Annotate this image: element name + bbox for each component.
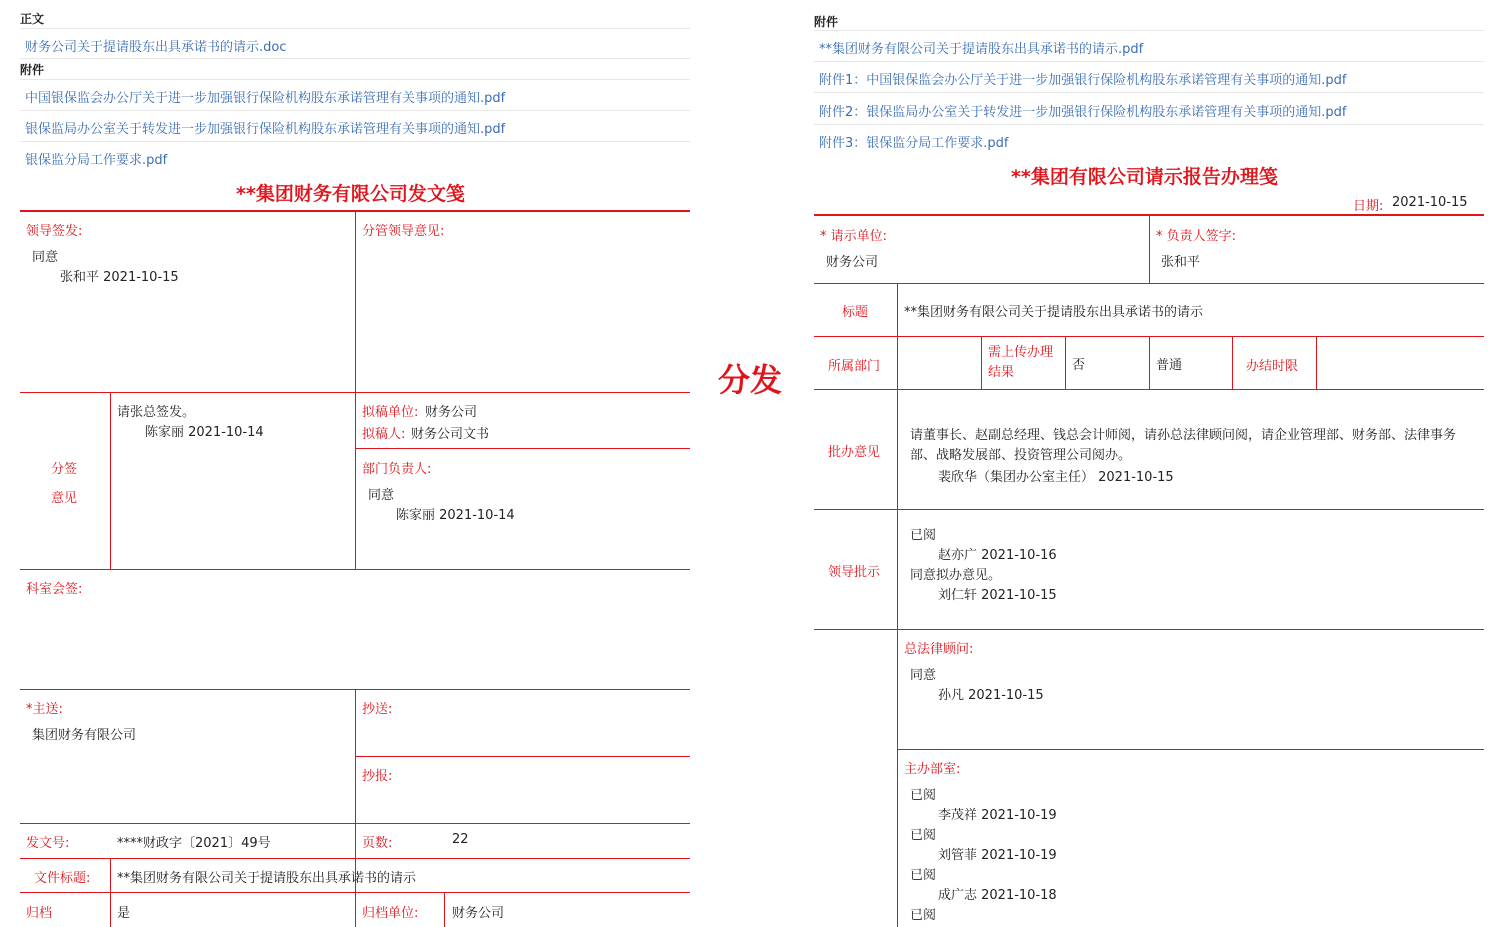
pages-value: 22 xyxy=(452,832,469,847)
table-border xyxy=(444,892,445,927)
upload-result-label: 需上传办理结果 xyxy=(988,345,1054,380)
table-border xyxy=(355,448,690,449)
host-entry-text: 已阅 xyxy=(910,828,937,843)
report-label: 抄报: xyxy=(362,769,393,784)
body-file-link[interactable]: 财务公司关于提请股东出具承诺书的请示.doc xyxy=(25,40,287,55)
date-label: 日期: xyxy=(1353,199,1384,214)
leader-sign-by: 张和平 2021-10-15 xyxy=(60,270,179,285)
cosign-label: 意见 xyxy=(51,491,78,506)
table-border xyxy=(1065,336,1066,389)
divider xyxy=(20,79,690,80)
cosign-by: 陈家丽 2021-10-14 xyxy=(145,425,264,440)
legal-by: 孙凡 2021-10-15 xyxy=(938,688,1044,703)
table-border xyxy=(355,211,356,569)
subject-value: **集团财务有限公司关于提请股东出具承诺书的请示 xyxy=(904,305,1204,320)
dept-label: 所属部门 xyxy=(828,359,881,374)
table-border xyxy=(20,858,690,859)
table-border xyxy=(110,392,111,569)
leader-sign-text: 同意 xyxy=(32,250,59,265)
main-send-value: 集团财务有限公司 xyxy=(32,728,137,743)
leader-text: 已阅 xyxy=(910,528,937,543)
subject-label: 标题 xyxy=(842,305,869,320)
leader-sign-label: 领导签发: xyxy=(26,224,83,239)
dept-head-by: 陈家丽 2021-10-14 xyxy=(396,508,515,523)
table-border xyxy=(20,392,690,393)
attachment-link[interactable]: 银保监局办公室关于转发进一步加强银行保险机构股东承诺管理有关事项的通知.pdf xyxy=(25,122,506,137)
archive-unit: 财务公司 xyxy=(452,906,505,921)
table-border xyxy=(1149,215,1150,283)
table-border xyxy=(814,283,1484,284)
table-border xyxy=(20,823,690,824)
table-border xyxy=(897,749,1484,750)
host-dept-label: 主办部室: xyxy=(904,762,961,777)
host-entry-by: 刘管菲 2021-10-19 xyxy=(938,848,1057,863)
divider xyxy=(814,124,1484,125)
file-title-label: 文件标题: xyxy=(34,871,91,886)
upload-result-value: 否 xyxy=(1072,358,1086,373)
divider xyxy=(20,141,690,142)
table-border xyxy=(814,509,1484,510)
divider xyxy=(814,61,1484,62)
table-border xyxy=(1149,336,1150,389)
priority-value: 普通 xyxy=(1156,358,1183,373)
attach-section-title: 附件 xyxy=(20,63,45,77)
approval-label: 批办意见 xyxy=(828,445,881,460)
table-border xyxy=(20,569,690,570)
attach-section-title: 附件 xyxy=(814,15,839,29)
legal-label: 总法律顾问: xyxy=(904,642,974,657)
cosign-label: 分签 xyxy=(51,462,78,477)
drafter: 财务公司文书 xyxy=(411,427,490,442)
file-title: **集团财务有限公司关于提请股东出具承诺书的请示 xyxy=(117,871,417,886)
archive-value: 是 xyxy=(117,906,131,921)
attachment-link[interactable]: 中国银保监会办公厅关于进一步加强银行保险机构股东承诺管理有关事项的通知.pdf xyxy=(25,91,506,106)
table-border xyxy=(897,283,898,927)
host-entry-by: 成广志 2021-10-18 xyxy=(938,888,1057,903)
archive-label: 归档 xyxy=(26,906,53,921)
approval-text: 请董事长、赵副总经理、钱总会计师阅，请孙总法律顾问阅，请企业管理部、财务部、法律事务部、战略发展部、投资管理公司阅办。 xyxy=(910,428,1457,463)
table-border xyxy=(1316,336,1317,389)
table-border xyxy=(355,756,690,757)
office-sign-label: 科室会签: xyxy=(26,582,83,597)
request-unit-label: * 请示单位: xyxy=(820,229,888,244)
request-unit: 财务公司 xyxy=(826,255,879,270)
draft-unit-label: 拟稿单位: xyxy=(362,405,419,420)
leader-by: 刘仁轩 2021-10-15 xyxy=(938,588,1057,603)
leader-by: 赵亦广 2021-10-16 xyxy=(938,548,1057,563)
table-border xyxy=(814,389,1484,390)
doc-no-label: 发文号: xyxy=(26,836,70,851)
responsible: 张和平 xyxy=(1161,255,1201,270)
attachment-link[interactable]: **集团财务有限公司关于提请股东出具承诺书的请示.pdf xyxy=(819,42,1144,57)
table-border xyxy=(1232,336,1233,389)
distribute-label: 分发 xyxy=(718,361,783,399)
attachment-link[interactable]: 银保监分局工作要求.pdf xyxy=(25,153,168,168)
cosign-text: 请张总签发。 xyxy=(117,405,196,420)
responsible-label: * 负责人签字: xyxy=(1156,229,1237,244)
dept-head-label: 部门负责人: xyxy=(362,462,432,477)
attachment-link[interactable]: 附件1：中国银保监会办公厅关于进一步加强银行保险机构股东承诺管理有关事项的通知.pdf xyxy=(819,73,1347,88)
drafter-label: 拟稿人: xyxy=(362,427,406,442)
table-border xyxy=(814,629,1484,630)
main-send-label: *主送: xyxy=(26,702,63,717)
form-title: **集团有限公司请示报告办理笺 xyxy=(1011,166,1278,188)
divider xyxy=(814,30,1484,31)
approval-by: 裴欣华（集团办公室主任） 2021-10-15 xyxy=(938,470,1174,485)
host-entry-text: 已阅 xyxy=(910,868,937,883)
doc-no: ****财政字〔2021〕49号 xyxy=(117,836,271,851)
divider xyxy=(814,92,1484,93)
dept-head-text: 同意 xyxy=(368,488,395,503)
divider xyxy=(20,110,690,111)
legal-text: 同意 xyxy=(910,668,937,683)
deadline-label: 办结时限 xyxy=(1246,359,1299,374)
pages-label: 页数: xyxy=(362,836,393,851)
body-section-title: 正文 xyxy=(20,12,45,26)
date-value: 2021-10-15 xyxy=(1392,195,1468,210)
host-entry-text: 已阅 xyxy=(910,908,937,923)
host-entry-text: 已阅 xyxy=(910,788,937,803)
table-border xyxy=(110,858,111,927)
table-border xyxy=(20,892,690,893)
leader-text: 同意拟办意见。 xyxy=(910,568,1002,583)
divider xyxy=(20,58,690,59)
attachment-link[interactable]: 附件2：银保监局办公室关于转发进一步加强银行保险机构股东承诺管理有关事项的通知.pdf xyxy=(819,105,1347,120)
divider xyxy=(20,28,690,29)
attachment-link[interactable]: 附件3：银保监分局工作要求.pdf xyxy=(819,136,1009,151)
table-border xyxy=(981,336,982,389)
draft-unit: 财务公司 xyxy=(425,405,478,420)
cc-label: 抄送: xyxy=(362,702,393,717)
deputy-opinion-label: 分管领导意见: xyxy=(362,224,445,239)
archive-unit-label: 归档单位: xyxy=(362,906,419,921)
leader-label: 领导批示 xyxy=(828,565,881,580)
form-title: **集团财务有限公司发文笺 xyxy=(236,183,465,205)
host-entry-by: 李茂祥 2021-10-19 xyxy=(938,808,1057,823)
